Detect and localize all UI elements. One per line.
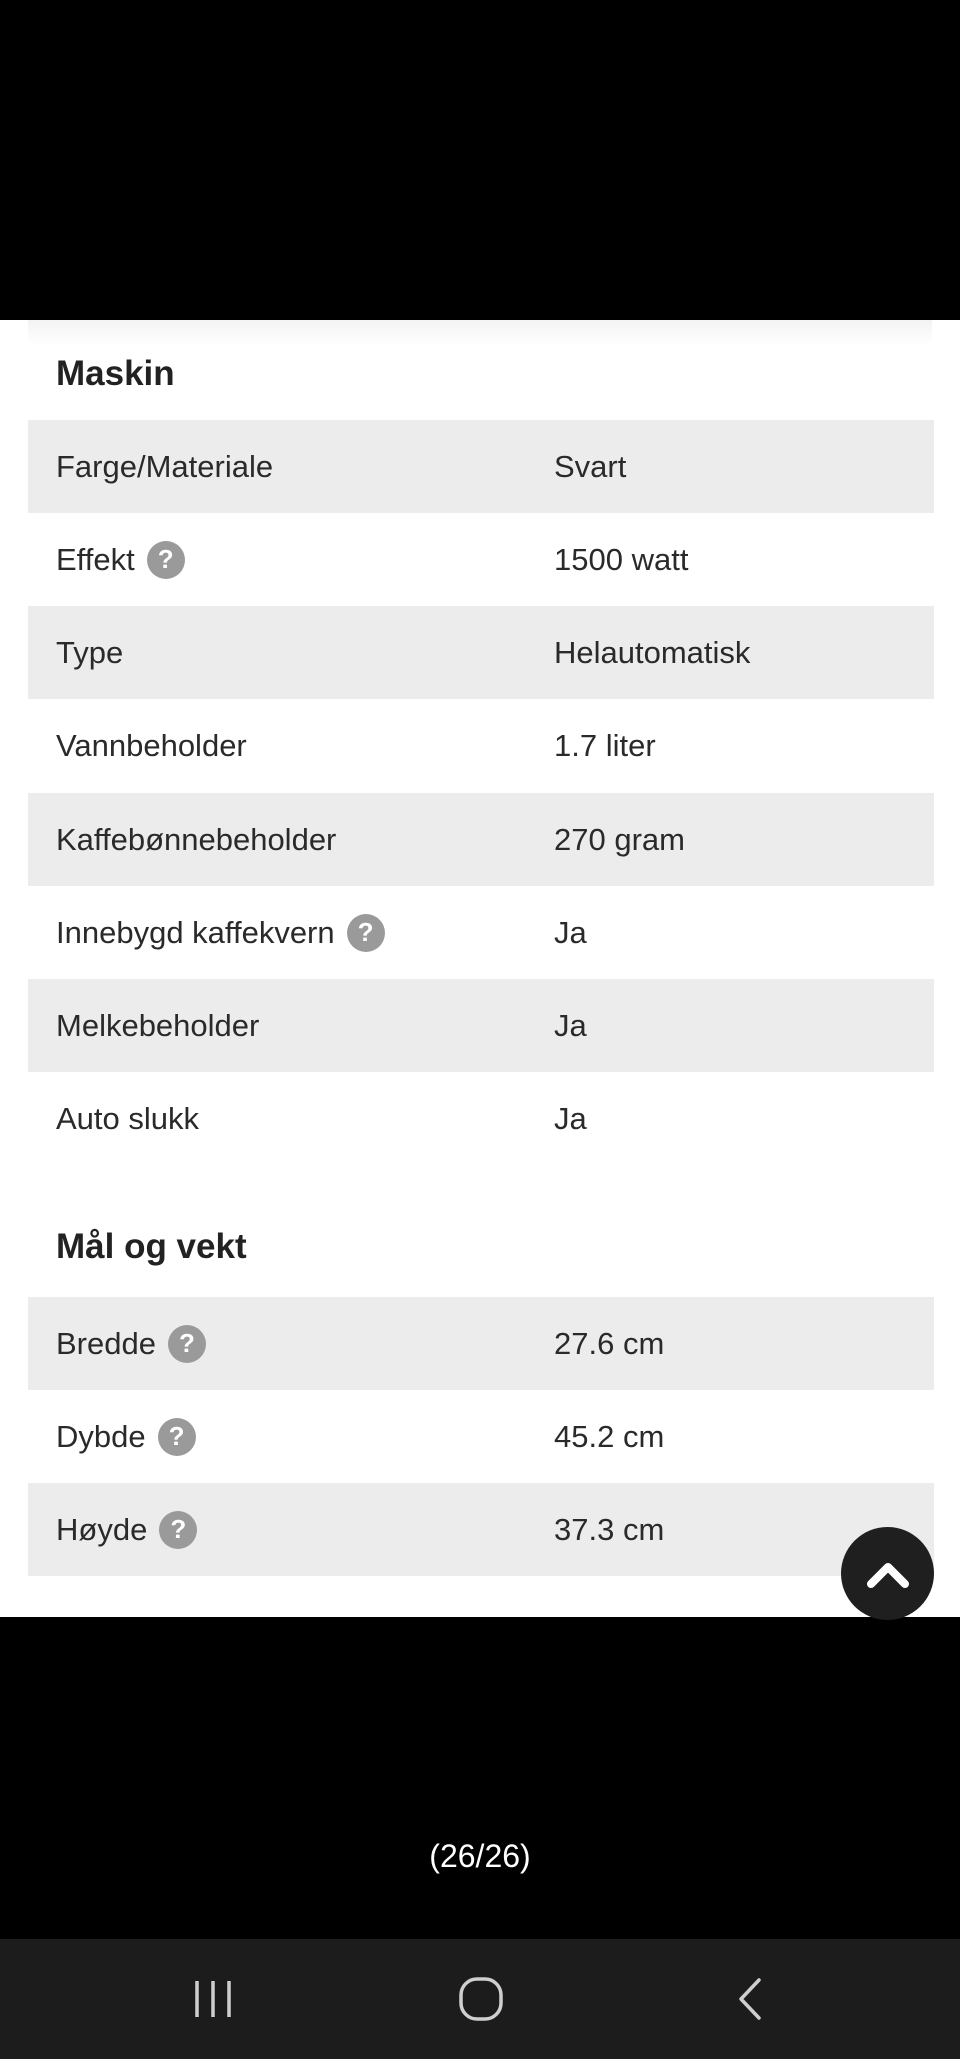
- spec-value: Ja: [554, 1100, 587, 1136]
- spec-row: [28, 886, 934, 979]
- question-circle-icon[interactable]: ?: [147, 541, 185, 579]
- spec-label-wrap: [56, 1418, 196, 1456]
- spec-label: Dybde: [56, 1418, 146, 1454]
- spec-row: [28, 1483, 934, 1576]
- spec-label: Melkebeholder: [56, 1007, 260, 1043]
- spec-value: Ja: [554, 1007, 587, 1043]
- back-icon: [735, 1977, 765, 2021]
- spec-value: Ja: [554, 914, 587, 950]
- image-counter: (26/26): [429, 1838, 531, 1874]
- question-circle-icon[interactable]: ?: [168, 1325, 206, 1363]
- spec-label-wrap: [56, 1325, 206, 1363]
- spec-value: Svart: [554, 448, 627, 484]
- spec-value: 27.6 cm: [554, 1325, 665, 1361]
- question-circle-icon[interactable]: ?: [158, 1418, 196, 1456]
- recents-icon: [191, 1979, 235, 2019]
- spec-page: [0, 320, 960, 1617]
- spec-row: [28, 699, 934, 792]
- chevron-up-icon: [866, 1559, 910, 1589]
- spec-value: Helautomatisk: [554, 634, 751, 670]
- spec-value: 45.2 cm: [554, 1418, 665, 1454]
- spec-row: [28, 513, 934, 606]
- spec-label: Høyde: [56, 1511, 148, 1547]
- question-circle-icon[interactable]: ?: [159, 1511, 197, 1549]
- spec-row: [28, 1390, 934, 1483]
- spec-label: Vannbeholder: [56, 727, 247, 763]
- spec-row: [28, 1297, 934, 1390]
- spec-row: [28, 1072, 934, 1165]
- home-button[interactable]: [421, 1939, 541, 2059]
- spec-row: [28, 979, 934, 1072]
- spec-label: Auto slukk: [56, 1100, 200, 1136]
- spec-label: Innebygd kaffekvern: [56, 914, 335, 950]
- spec-label: Farge/Materiale: [56, 448, 274, 484]
- letterbox-top: [0, 0, 960, 320]
- header-shadow: [28, 320, 932, 346]
- spec-value: 37.3 cm: [554, 1511, 665, 1547]
- spec-value: 270 gram: [554, 821, 685, 857]
- spec-label-wrap: [56, 914, 385, 952]
- spec-value: 1500 watt: [554, 541, 689, 577]
- question-circle-icon[interactable]: ?: [347, 914, 385, 952]
- spec-row: [28, 606, 934, 699]
- spec-label-wrap: [56, 1511, 197, 1549]
- home-icon: [458, 1976, 504, 2022]
- spec-row: [28, 793, 934, 886]
- spec-label: Kaffebønnebeholder: [56, 821, 337, 857]
- section-title-maskin: Maskin: [56, 354, 175, 393]
- spec-value: 1.7 liter: [554, 727, 656, 763]
- system-nav-bar: [0, 1939, 960, 2059]
- back-button[interactable]: [690, 1939, 810, 2059]
- spec-row: [28, 420, 934, 513]
- recents-button[interactable]: [153, 1939, 273, 2059]
- spec-label: Type: [56, 634, 124, 670]
- section-title-mal-og-vekt: Mål og vekt: [56, 1227, 247, 1266]
- spec-label: Effekt: [56, 541, 135, 577]
- spec-label-wrap: [56, 541, 185, 579]
- scroll-to-top-button[interactable]: [841, 1527, 934, 1620]
- spec-label: Bredde: [56, 1325, 156, 1361]
